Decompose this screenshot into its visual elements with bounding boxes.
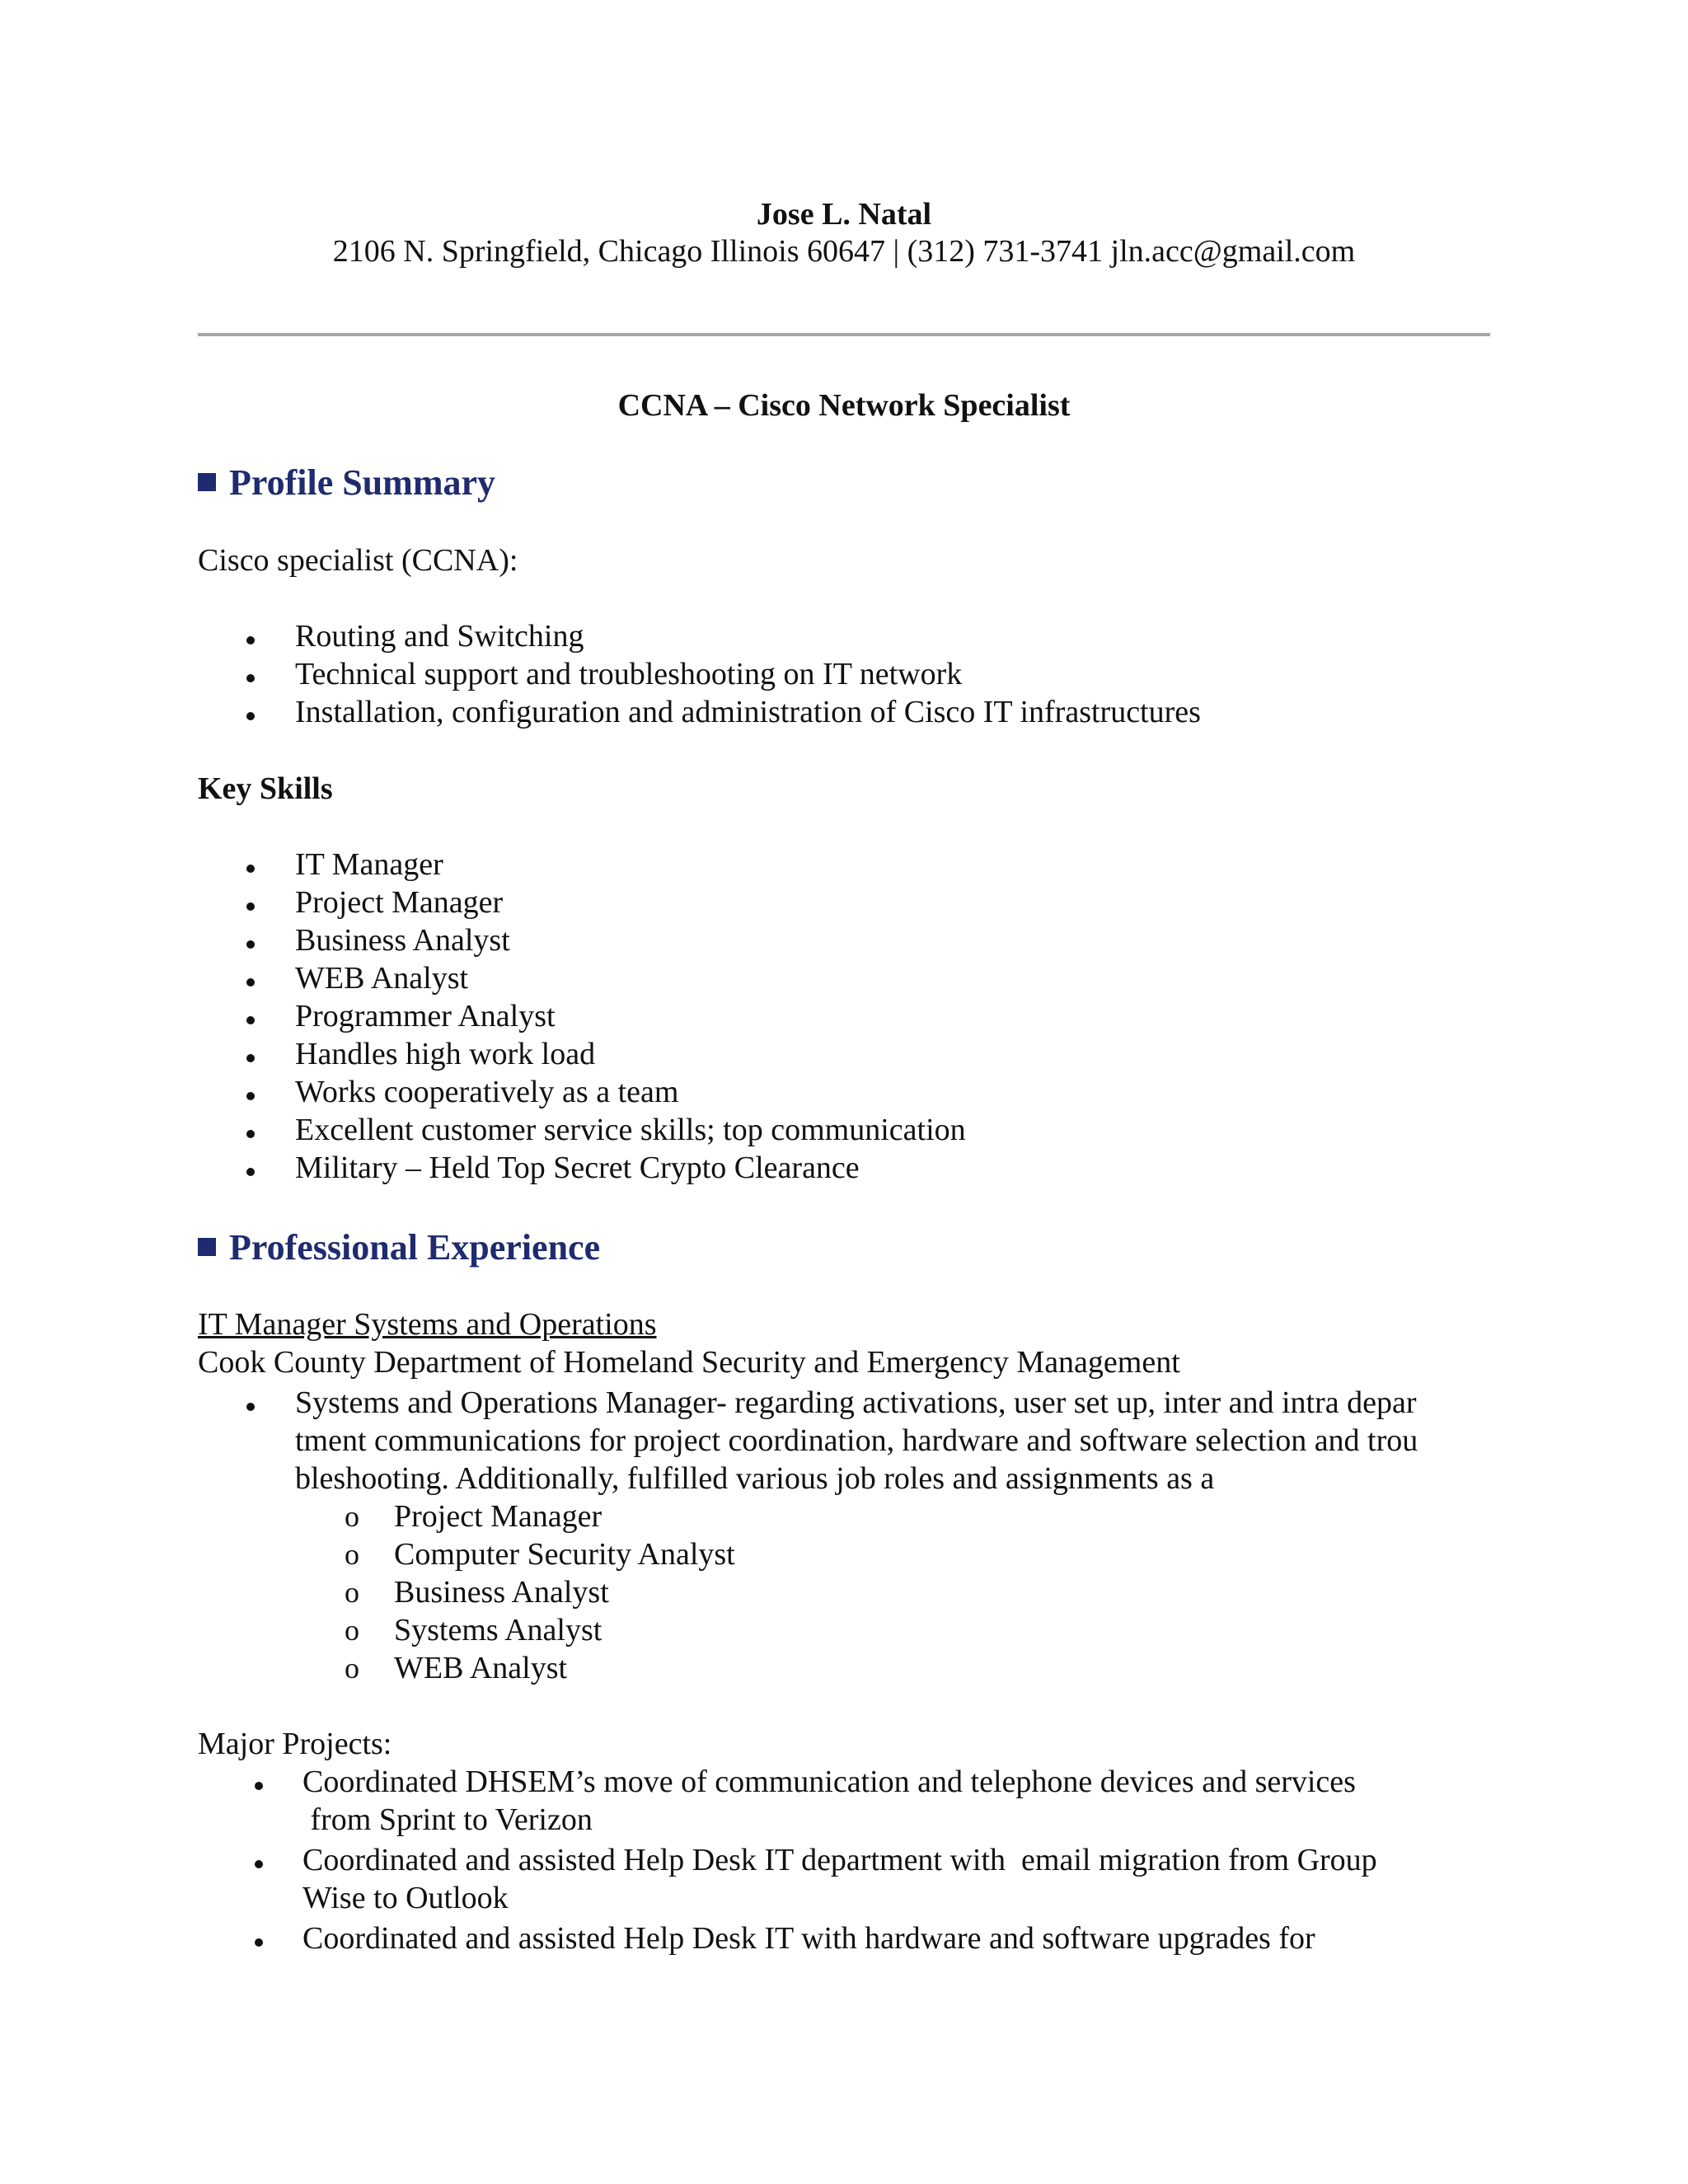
bullet-icon: [246, 902, 255, 911]
key-skills-heading: Key Skills: [198, 771, 333, 806]
duty-line: bleshooting. Additionally, fulfilled various job roles and assignments as a: [295, 1461, 1215, 1496]
major-projects-label: Major Projects:: [198, 1727, 392, 1761]
square-bullet-icon: [198, 473, 216, 491]
list-item: Handles high work load: [295, 1037, 596, 1071]
list-item: Systems Analyst: [394, 1613, 603, 1647]
list-item: Computer Security Analyst: [394, 1537, 735, 1572]
hollow-bullet-icon: o: [345, 1652, 359, 1685]
profile-summary-heading: [198, 462, 495, 504]
square-bullet-icon: [198, 1238, 216, 1256]
bullet-icon: [246, 1130, 255, 1138]
position-title: IT Manager Systems and Operations: [198, 1307, 657, 1342]
employer-name: Cook County Department of Homeland Security and Emergency Management: [198, 1345, 1180, 1380]
bullet-icon: [246, 940, 255, 949]
project-line: Coordinated and assisted Help Desk IT department with email migration from Group: [302, 1843, 1377, 1877]
list-item: Business Analyst: [295, 923, 510, 958]
hollow-bullet-icon: o: [345, 1576, 359, 1609]
project-line: from Sprint to Verizon: [302, 1802, 593, 1837]
hollow-bullet-icon: o: [345, 1614, 359, 1647]
list-item: WEB Analyst: [394, 1651, 568, 1685]
bullet-icon: [246, 1054, 255, 1062]
list-item: Military – Held Top Secret Crypto Clearance: [295, 1151, 860, 1185]
bullet-icon: [246, 978, 255, 987]
profile-summary-heading-text: Profile Summary: [229, 462, 496, 503]
duty-line: Systems and Operations Manager- regarding activations, user set up, inter and intra depar: [295, 1385, 1417, 1420]
bullet-icon: [246, 1168, 255, 1176]
contact-line: 2106 N. Springfield, Chicago Illinois 60647 | (312) 731-3741 jln.acc@gmail.com: [332, 234, 1356, 269]
bullet-icon: [255, 1938, 263, 1947]
list-item: Project Manager: [295, 885, 504, 920]
duty-line: tment communications for project coordination, hardware and software selection and trou: [295, 1423, 1418, 1458]
bullet-icon: [246, 1016, 255, 1024]
list-item: Business Analyst: [394, 1575, 609, 1610]
bullet-icon: [255, 1782, 263, 1790]
candidate-name: Jose L. Natal: [756, 197, 932, 232]
bullet-icon: [246, 1403, 255, 1411]
list-item: Installation, configuration and administration of Cisco IT infrastructures: [295, 695, 1201, 729]
profile-intro: Cisco specialist (CCNA):: [198, 543, 518, 578]
bullet-icon: [246, 1092, 255, 1100]
list-item: IT Manager: [295, 847, 443, 882]
bullet-icon: [246, 674, 255, 682]
bullet-icon: [246, 712, 255, 720]
list-item: Programmer Analyst: [295, 999, 556, 1033]
list-item: Technical support and troubleshooting on IT network: [295, 657, 963, 691]
list-item: Works cooperatively as a team: [295, 1075, 679, 1109]
bullet-icon: [246, 865, 255, 873]
job-title-heading: CCNA – Cisco Network Specialist: [617, 388, 1071, 423]
list-item: Routing and Switching: [295, 619, 584, 654]
hollow-bullet-icon: o: [345, 1538, 359, 1571]
list-item: Project Manager: [394, 1499, 603, 1534]
hollow-bullet-icon: o: [345, 1500, 359, 1533]
list-item: WEB Analyst: [295, 961, 469, 996]
header-divider: [198, 333, 1490, 336]
bullet-icon: [246, 636, 255, 644]
professional-experience-heading: [198, 1226, 600, 1268]
list-item: Excellent customer service skills; top communication: [295, 1113, 966, 1147]
bullet-icon: [255, 1860, 263, 1868]
project-line: Coordinated and assisted Help Desk IT with hardware and software upgrades for: [302, 1921, 1315, 1956]
professional-experience-heading-text: Professional Experience: [229, 1227, 601, 1268]
project-line: Coordinated DHSEM’s move of communication and telephone devices and services: [302, 1765, 1356, 1799]
project-line: Wise to Outlook: [302, 1881, 509, 1915]
